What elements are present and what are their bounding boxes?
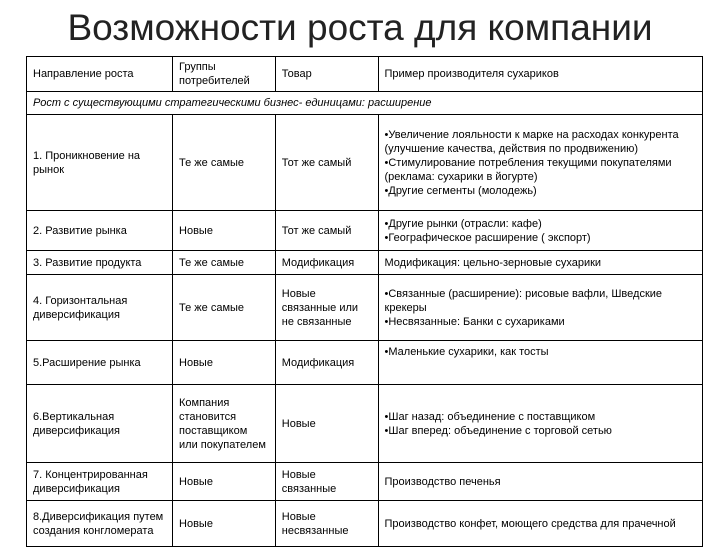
section-row [27,92,703,115]
table-row [27,341,703,385]
cell-product: Тот же самый [275,211,378,251]
table-header-row [27,57,703,92]
growth-table [26,56,703,547]
cell-example [378,211,702,251]
cell-direction: 3. Развитие продукта [27,251,173,275]
cell-product: Новые несвязанные [275,501,378,547]
example-line: Производство печенья [384,475,501,488]
cell-consumers: Новые [173,463,276,501]
cell-example [378,275,702,341]
cell-example [378,115,702,211]
example-line: •Маленькие сухарики, как тосты [384,346,549,358]
table-row [27,115,703,211]
table-row [27,275,703,341]
example-line: •Увеличение лояльности к марке на расходах конкурента (улучшение качества, действия по продвижению) [384,128,679,155]
header-product: Товар [275,57,378,92]
cell-product: Тот же самый [275,115,378,211]
header-consumers: Группы потребителей [173,57,276,92]
cell-consumers: Компания становится поставщиком или покупателем [173,385,276,463]
example-line: •Шаг назад: объединение с поставщиком [384,410,596,423]
cell-example [378,341,702,385]
cell-example [378,251,702,275]
cell-product: Новые [275,385,378,463]
cell-consumers: Новые [173,341,276,385]
cell-consumers: Новые [173,501,276,547]
page-title: Возможности роста для компании [67,7,653,48]
example-line: •Связанные (расширение): рисовые вафли, Шведские крекеры [384,287,663,314]
example-line: •Другие сегменты (молодежь) [384,184,537,197]
header-direction: Направление роста [27,57,173,92]
cell-consumers: Те же самые [173,251,276,275]
cell-example [378,463,702,501]
example-line: Модификация: цельно-зерновые сухарики [384,256,602,269]
table-row [27,385,703,463]
example-line: •Шаг вперед: объединение с торговой сетью [384,424,612,437]
cell-product: Новые связанные или не связанные [275,275,378,341]
header-example: Пример производителя сухариков [378,57,702,92]
table-row [27,251,703,275]
cell-product: Модификация [275,251,378,275]
example-line: •Другие рынки (отрасли: кафе) [384,217,542,230]
cell-product: Новые связанные [275,463,378,501]
cell-direction: 7. Концентрированная диверсификация [27,463,173,501]
cell-example [378,385,702,463]
table-row [27,211,703,251]
cell-direction: 2. Развитие рынка [27,211,173,251]
example-line: •Несвязанные: Банки с сухариками [384,315,565,328]
cell-direction: 1. Проникновение на рынок [27,115,173,211]
cell-consumers: Новые [173,211,276,251]
example-line: Производство конфет, моющего средства для прачечной [384,517,676,530]
section-label: Рост с существующими стратегическими бизнес- единицами: расширение [27,92,703,115]
cell-consumers: Те же самые [173,275,276,341]
cell-direction: 5.Расширение рынка [27,341,173,385]
cell-direction: 4. Горизонтальная диверсификация [27,275,173,341]
cell-direction: 6.Вертикальная диверсификация [27,385,173,463]
table-row [27,463,703,501]
example-line: •Географическое расширение ( экспорт) [384,231,591,244]
cell-consumers: Те же самые [173,115,276,211]
example-line: •Стимулирование потребления текущими покупателями (реклама: сухарики в йогурте) [384,156,672,183]
cell-product: Модификация [275,341,378,385]
cell-direction: 8.Диверсификация путем создания конгломерата [27,501,173,547]
